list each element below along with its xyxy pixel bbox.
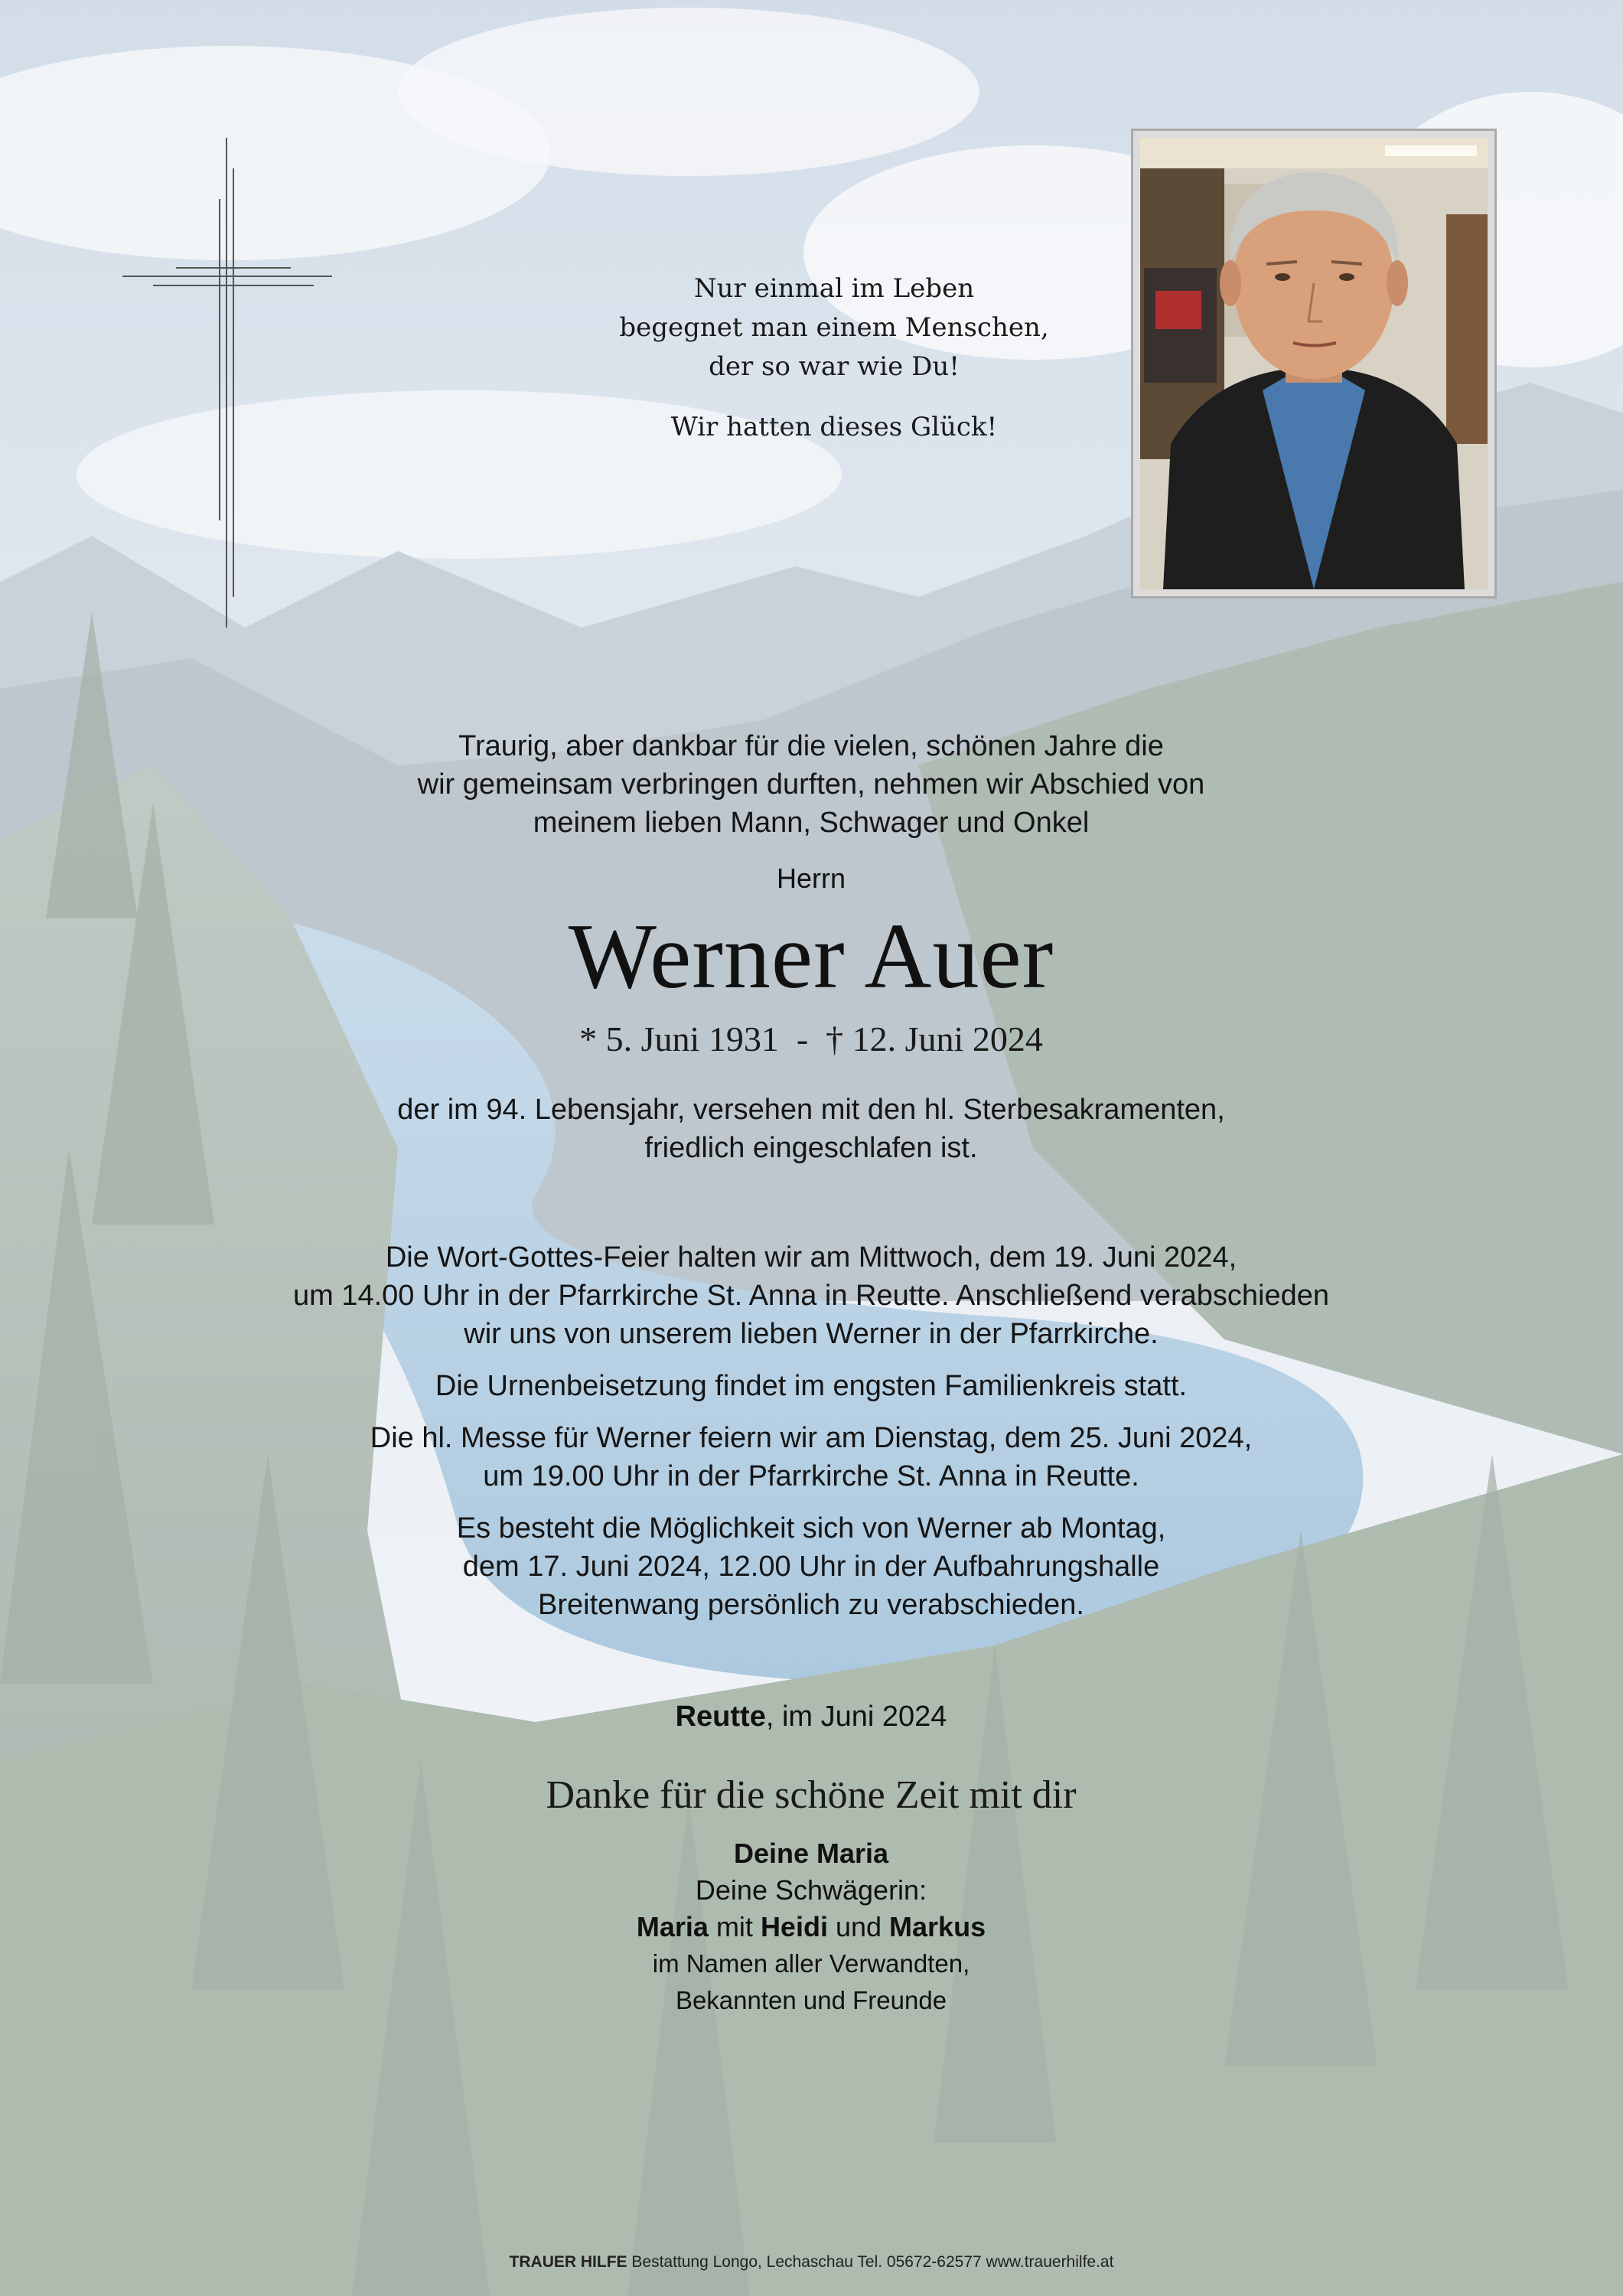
ceremony-paragraph <box>199 1238 1423 1353</box>
place: Reutte <box>675 1701 766 1733</box>
sister-in-law-label: Deine Schwägerin: <box>695 1874 927 1906</box>
wife-name: Deine Maria <box>733 1838 889 1869</box>
ceremony-line: um 14.00 Uhr in der Pfarrkirche St. Anna in Reutte. Anschließend verabschieden <box>293 1280 1329 1312</box>
mourner-name: Heidi <box>760 1911 828 1942</box>
name-connector: und <box>827 1911 890 1942</box>
others-line: im Namen aller Verwandten, <box>652 1949 970 1978</box>
name-connector: mit <box>708 1911 761 1942</box>
death-date: † 12. Juni 2024 <box>826 1019 1043 1058</box>
date-separator: - <box>796 1019 809 1058</box>
salutation: Herrn <box>776 863 846 894</box>
cross-icon <box>122 138 337 635</box>
birth-date: * 5. Juni 1931 <box>579 1019 779 1058</box>
viewing-line: Breitenwang persönlich zu verabschieden. <box>538 1589 1084 1621</box>
age-text <box>199 1091 1423 1167</box>
mass-line: um 19.00 Uhr in der Pfarrkirche St. Anna in Reutte. <box>483 1460 1139 1492</box>
ceremony-line: wir uns von unserem lieben Werner in der Pfarrkirche. <box>464 1318 1159 1350</box>
age-line: der im 94. Lebensjahr, versehen mit den hl. Sterbesakramenten, <box>397 1094 1225 1126</box>
viewing-paragraph <box>199 1509 1423 1624</box>
poem-line: Nur einmal im Leben <box>693 273 975 304</box>
intro-line: meinem lieben Mann, Schwager und Onkel <box>533 807 1090 839</box>
thanks-line: Danke für die schöne Zeit mit dir <box>546 1773 1077 1817</box>
age-line: friedlich eingeschlafen ist. <box>644 1132 978 1164</box>
footer-details: Bestattung Longo, Lechaschau Tel. 05672-62577 www.trauerhilfe.at <box>627 2253 1114 2271</box>
intro-line: Traurig, aber dankbar für die vielen, schönen Jahre die <box>458 730 1164 762</box>
intro-text <box>199 727 1423 842</box>
mourners <box>199 1835 1423 2019</box>
viewing-line: dem 17. Juni 2024, 12.00 Uhr in der Aufbahrungshalle <box>462 1551 1160 1583</box>
viewing-line: Es besteht die Möglichkeit sich von Werner ab Montag, <box>456 1512 1166 1544</box>
funeral-details <box>199 1238 1423 1638</box>
footer <box>306 2252 1317 2273</box>
poem <box>490 269 1178 447</box>
place-date <box>199 1698 1423 1736</box>
deceased-name: Werner Auer <box>568 905 1054 1008</box>
date: , im Juni 2024 <box>765 1701 947 1733</box>
portrait-photo <box>1140 138 1488 589</box>
poem-line: begegnet man einem Menschen, <box>619 312 1049 343</box>
mass-line: Die hl. Messe für Werner feiern wir am Dienstag, dem 25. Juni 2024, <box>370 1422 1253 1454</box>
mourner-name: Maria <box>636 1911 709 1942</box>
family-names <box>199 1909 1423 1945</box>
ceremony-line: Die Wort-Gottes-Feier halten wir am Mittwoch, dem 19. Juni 2024, <box>385 1241 1237 1274</box>
others-line: Bekannten und Freunde <box>675 1986 947 2014</box>
poem-closing: Wir hatten dieses Glück! <box>670 412 998 442</box>
footer-brand: TRAUER HILFE <box>509 2253 627 2271</box>
life-dates <box>199 1018 1423 1061</box>
mourner-name: Markus <box>889 1911 986 1942</box>
poem-line: der so war wie Du! <box>709 351 960 382</box>
urn-paragraph: Die Urnenbeisetzung findet im engsten Familienkreis statt. <box>435 1370 1188 1402</box>
intro-line: wir gemeinsam verbringen durften, nehmen wir Abschied von <box>417 768 1205 801</box>
mass-paragraph <box>199 1419 1423 1495</box>
